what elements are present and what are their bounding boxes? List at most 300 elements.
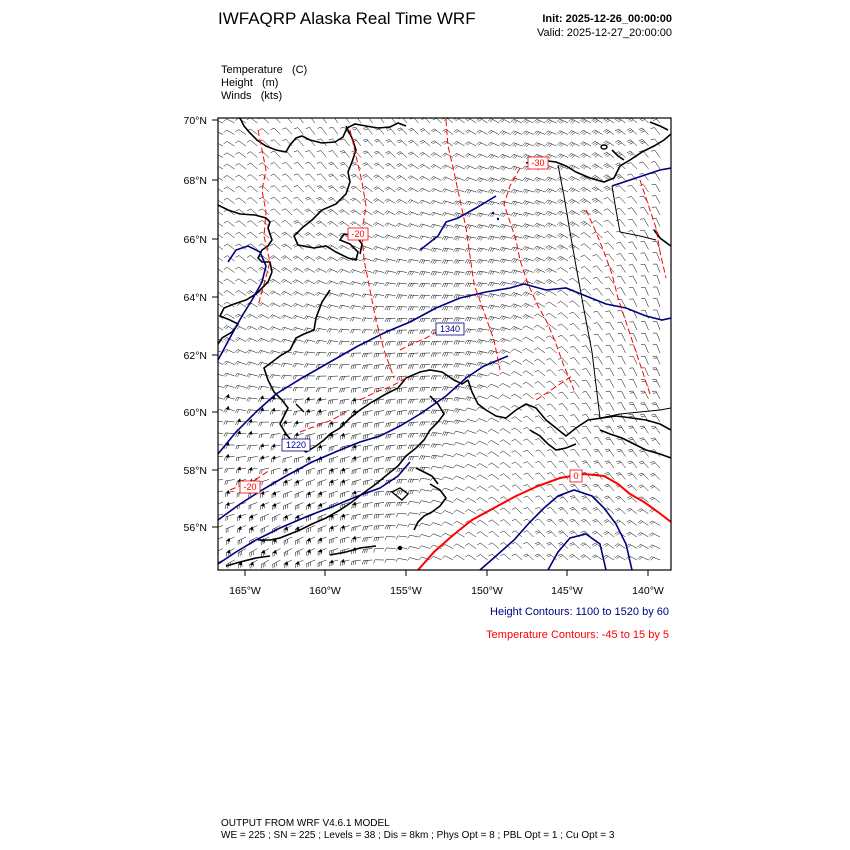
- wind-barb-flag: [454, 248, 456, 252]
- wind-barb-flag: [651, 510, 654, 512]
- wind-barb: [514, 131, 522, 135]
- wind-barb-flag: [593, 508, 597, 510]
- wind-barb: [319, 256, 327, 261]
- wind-barb: [375, 306, 384, 307]
- wind-barb-flag: [492, 294, 494, 297]
- wind-barb-flag: [500, 270, 502, 273]
- wind-barb-flag: [641, 119, 645, 121]
- wind-barb-flag: [272, 423, 273, 427]
- wind-barb-flag: [390, 446, 391, 450]
- wind-barb: [410, 200, 418, 204]
- wind-barb-flag: [607, 120, 610, 122]
- wind-barb-flag: [374, 492, 375, 496]
- wind-barb-flag: [412, 353, 413, 357]
- wind-barb-flag: [488, 373, 491, 376]
- wind-barb-flag: [412, 272, 414, 276]
- wind-barb: [621, 426, 626, 434]
- wind-barb-flag: [547, 427, 551, 428]
- wind-barb-flag: [570, 358, 574, 359]
- wind-barb-flag: [534, 325, 537, 327]
- wind-barb-flag: [594, 345, 598, 346]
- wind-barb-flag: [584, 132, 587, 135]
- wind-barb-flag: [526, 248, 529, 251]
- wind-barb: [502, 143, 510, 147]
- wind-barb-flag: [582, 391, 586, 392]
- wind-barb-pennant: [238, 526, 242, 530]
- wind-barb-flag: [282, 197, 286, 199]
- wind-barb-flag: [365, 423, 366, 427]
- wind-barb-flag: [546, 347, 550, 349]
- wind-barb: [550, 519, 556, 526]
- wind-barb-flag: [386, 200, 389, 203]
- wind-barb: [344, 162, 350, 169]
- wind-barb-flag: [627, 473, 631, 475]
- wind-barb-flag: [503, 294, 505, 297]
- wind-barb: [321, 151, 327, 158]
- wind-barb-flag: [465, 329, 467, 333]
- wind-barb: [644, 403, 648, 411]
- wind-barb-flag: [465, 498, 468, 501]
- wind-barb-flag: [526, 225, 529, 228]
- wind-barb: [562, 335, 569, 341]
- wind-barb-flag: [235, 361, 238, 364]
- wind-barb-flag: [260, 363, 262, 366]
- wind-barb-flag: [270, 351, 272, 354]
- wind-barb-flag: [352, 116, 356, 117]
- wind-barb-pennant: [352, 536, 356, 540]
- wind-barb-flag: [490, 155, 493, 158]
- wind-barb-flag: [536, 224, 539, 227]
- wind-barb: [227, 244, 234, 250]
- wind-barb-flag: [548, 532, 552, 534]
- wind-barb-flag: [547, 415, 551, 416]
- wind-barb-flag: [523, 348, 526, 350]
- wind-barb-flag: [569, 142, 572, 145]
- wind-barb: [272, 434, 281, 435]
- wind-barb-flag: [442, 341, 444, 345]
- wind-barb: [410, 399, 419, 400]
- wind-barb-flag: [524, 190, 527, 193]
- wind-barb-flag: [247, 422, 249, 426]
- wind-barb: [560, 154, 568, 158]
- wind-barb: [352, 376, 361, 377]
- wind-barb: [375, 365, 384, 366]
- wind-barb-flag: [363, 151, 367, 153]
- wind-barb-pennant: [284, 561, 288, 565]
- wind-barb: [527, 450, 533, 456]
- wind-barb-flag: [593, 311, 597, 312]
- wind-barb-flag: [420, 353, 421, 357]
- wind-barb-flag: [212, 421, 214, 424]
- wind-barb: [444, 387, 453, 388]
- wind-barb-flag: [467, 272, 469, 276]
- wind-barb-flag: [492, 329, 494, 332]
- wind-barb-flag: [500, 508, 504, 510]
- wind-barb: [618, 544, 626, 549]
- wind-barb-flag: [454, 521, 457, 524]
- wind-barb: [584, 199, 592, 204]
- wind-barb-flag: [387, 129, 391, 130]
- wind-barb-flag: [559, 472, 563, 473]
- wind-barb: [421, 283, 430, 284]
- wind-barb-flag: [535, 519, 539, 521]
- wind-barb-flag: [385, 306, 387, 310]
- wind-barb-flag: [398, 212, 401, 215]
- wind-barb: [445, 499, 453, 502]
- wind-barb: [561, 324, 568, 330]
- wind-barb-flag: [467, 260, 469, 264]
- wind-barb-flag: [559, 120, 562, 123]
- wind-barb-flag: [424, 422, 426, 426]
- wind-barb-flag: [409, 201, 412, 204]
- wind-barb-flag: [281, 303, 284, 306]
- wind-barb-flag: [545, 154, 548, 157]
- wind-barb-flag: [352, 516, 353, 520]
- wind-barb: [573, 554, 580, 560]
- wind-barb: [644, 391, 648, 399]
- wind-barb-flag: [515, 225, 517, 228]
- wind-barb: [551, 438, 557, 445]
- wind-barb-flag: [605, 521, 609, 523]
- wind-barb-flag: [400, 295, 402, 299]
- wind-barb-flag: [271, 327, 274, 330]
- wind-barb-flag: [223, 373, 226, 376]
- wind-barb-flag: [480, 386, 483, 389]
- wind-barb-flag: [378, 446, 379, 450]
- wind-barb: [551, 404, 557, 411]
- wind-barb-flag: [306, 269, 309, 272]
- wind-barb-flag: [453, 442, 456, 445]
- wind-barb-flag: [557, 279, 560, 281]
- wind-barb: [573, 519, 579, 526]
- wind-barb: [609, 461, 614, 468]
- wind-barb-flag: [442, 477, 445, 480]
- wind-barb-flag: [340, 174, 344, 176]
- wind-barb: [538, 554, 545, 560]
- wind-barb-flag: [500, 236, 502, 239]
- wind-barb-flag: [283, 257, 286, 259]
- wind-barb-flag: [433, 283, 435, 287]
- wind-barbs: [212, 116, 660, 569]
- wind-barb-flag: [558, 531, 562, 533]
- wind-barb-flag: [444, 154, 447, 157]
- wind-barb: [320, 197, 327, 203]
- wind-barb-flag: [235, 397, 237, 400]
- wind-barb-flag: [212, 314, 215, 317]
- wind-barb-flag: [363, 458, 364, 462]
- wind-barb-flag: [503, 237, 505, 240]
- wind-barb-flag: [499, 178, 502, 181]
- wind-barb-flag: [535, 438, 539, 440]
- wind-barb-flag: [488, 259, 490, 262]
- wind-barb-flag: [283, 363, 285, 367]
- wind-barb-flag: [617, 299, 621, 300]
- wind-barb-flag: [465, 532, 468, 534]
- wind-barb: [367, 139, 373, 146]
- wind-barb-flag: [592, 519, 596, 521]
- wind-barb-flag: [356, 527, 357, 531]
- wind-barb-flag: [538, 225, 541, 228]
- wind-barb-flag: [224, 119, 227, 122]
- wind-barb-flag: [422, 342, 423, 346]
- temp-label-minus20b: -20: [243, 482, 257, 492]
- wind-barb: [641, 532, 649, 537]
- wind-barb-flag: [412, 434, 413, 438]
- wind-barb-flag: [410, 330, 411, 334]
- wind-barb-flag: [330, 365, 331, 369]
- wind-barb-flag: [271, 140, 275, 142]
- wind-barb-flag: [271, 447, 272, 451]
- wind-barb-flag: [412, 468, 414, 472]
- wind-barb-flag: [214, 338, 217, 341]
- wind-barb-flag: [580, 199, 583, 201]
- wind-barb-flag: [386, 365, 387, 369]
- wind-barb-flag: [616, 496, 620, 498]
- wind-barb-flag: [270, 232, 274, 234]
- wind-barb-flag: [259, 422, 260, 426]
- wind-barb-flag: [479, 340, 481, 343]
- wind-barb-flag: [408, 479, 410, 483]
- wind-barb-flag: [465, 317, 467, 321]
- wind-barb-flag: [367, 469, 368, 473]
- wind-barb-flag: [501, 248, 503, 251]
- wind-barb: [263, 186, 270, 192]
- wind-barb: [633, 299, 637, 307]
- wind-barb-flag: [355, 388, 356, 392]
- wind-barb: [354, 186, 361, 192]
- wind-barb-flag: [431, 283, 433, 287]
- wind-barb: [343, 198, 350, 204]
- wind-barb-flag: [327, 281, 330, 284]
- wind-barb-flag: [524, 224, 527, 227]
- wind-barb: [457, 521, 465, 525]
- wind-barb-flag: [376, 537, 377, 541]
- wind-barb-flag: [409, 189, 412, 192]
- wind-barb: [492, 474, 499, 479]
- wind-barb-flag: [617, 265, 621, 266]
- wind-barb-flag: [628, 498, 632, 500]
- wind-barb: [344, 151, 350, 158]
- wind-barb: [561, 290, 568, 295]
- wind-barb: [468, 430, 477, 433]
- wind-barb-flag: [511, 213, 513, 216]
- wind-barb-flag: [639, 449, 643, 450]
- wind-barb: [263, 174, 270, 180]
- wind-barb-flag: [477, 283, 479, 286]
- wind-barb: [641, 509, 648, 514]
- wind-barb-flag: [399, 318, 401, 322]
- wind-barb-flag: [546, 257, 549, 260]
- wind-barb-flag: [435, 260, 437, 264]
- wind-barb: [574, 392, 579, 399]
- wind-barb-flag: [367, 526, 368, 530]
- wind-barb: [227, 153, 235, 158]
- wind-barb-flag: [561, 258, 564, 260]
- wind-barb: [226, 433, 235, 434]
- wind-barb-flag: [378, 423, 379, 427]
- wind-barb-flag: [538, 190, 541, 193]
- wind-barb-flag: [375, 116, 379, 117]
- wind-barb-flag: [419, 512, 421, 515]
- wind-barb-flag: [500, 497, 504, 499]
- wind-barb: [329, 376, 338, 377]
- wind-barb: [456, 476, 464, 479]
- wind-barb: [342, 221, 349, 226]
- wind-barb-flag: [628, 449, 632, 450]
- wind-barb: [479, 154, 487, 158]
- wind-barb-flag: [367, 458, 368, 462]
- wind-barb-flag: [605, 544, 608, 546]
- wind-barb-flag: [247, 279, 250, 281]
- wind-barb-flag: [353, 129, 357, 130]
- wind-barb-flag: [352, 199, 355, 201]
- wind-barb: [341, 457, 350, 460]
- wind-barb-flag: [339, 341, 341, 345]
- wind-barb-flag: [387, 503, 388, 507]
- wind-barb-flag: [584, 224, 587, 226]
- wind-barb-flag: [376, 141, 380, 142]
- wind-barb: [457, 555, 465, 560]
- wind-barb: [421, 295, 430, 296]
- wind-barb: [527, 531, 533, 537]
- wind-barb-flag: [273, 553, 274, 557]
- wind-barb-flag: [512, 473, 516, 475]
- wind-barb-flag: [557, 268, 560, 270]
- wind-barb: [284, 549, 292, 553]
- wind-barb-flag: [431, 478, 433, 481]
- wind-barb-flag: [524, 236, 527, 239]
- wind-barb-flag: [592, 164, 595, 166]
- wind-barb: [387, 548, 396, 549]
- wind-barb-pennant: [260, 395, 264, 399]
- wind-barb-flag: [628, 438, 632, 439]
- wind-barb: [286, 186, 292, 193]
- wind-barb-flag: [500, 520, 504, 522]
- wind-barb-flag: [581, 255, 585, 257]
- wind-barb: [515, 554, 522, 560]
- wind-barb-flag: [365, 389, 366, 393]
- wind-barb-flag: [490, 143, 493, 146]
- wind-barb-flag: [246, 362, 249, 365]
- wind-barb-flag: [376, 458, 377, 462]
- wind-barb-flag: [397, 434, 398, 438]
- wind-barb-flag: [431, 353, 432, 357]
- wind-barb-flag: [604, 484, 608, 485]
- wind-barb-flag: [214, 385, 217, 388]
- wind-barb-flag: [363, 271, 366, 274]
- wind-barb-flag: [396, 271, 398, 274]
- wind-barb-flag: [433, 295, 435, 299]
- wind-barb-flag: [419, 200, 422, 203]
- wind-barb: [445, 153, 453, 158]
- wind-barb: [284, 503, 292, 507]
- wind-barb-flag: [561, 201, 564, 204]
- wind-barb: [285, 220, 292, 226]
- wind-barb: [503, 451, 510, 456]
- wind-barb-flag: [258, 279, 261, 281]
- wind-barb-flag: [399, 354, 400, 358]
- wind-barb-flag: [617, 311, 621, 312]
- wind-barb-flag: [373, 246, 376, 249]
- wind-barb-flag: [604, 220, 608, 222]
- wind-barb-flag: [582, 414, 586, 415]
- wind-barb-flag: [583, 497, 587, 498]
- wind-barb: [457, 533, 465, 538]
- wind-barb-flag: [557, 234, 560, 237]
- wind-barb-flag: [465, 340, 467, 343]
- wind-barb-flag: [365, 458, 366, 462]
- wind-barb-flag: [503, 351, 506, 354]
- wind-barb: [469, 543, 476, 548]
- wind-barb-flag: [593, 277, 597, 278]
- wind-barb-flag: [352, 187, 356, 189]
- wind-barb-flag: [260, 327, 263, 330]
- wind-barb: [377, 187, 384, 192]
- wind-barb-flag: [327, 257, 330, 260]
- wind-barb-flag: [569, 154, 572, 157]
- wind-barb-flag: [477, 362, 479, 365]
- wind-barb-flag: [332, 400, 333, 404]
- wind-barb-flag: [317, 293, 320, 296]
- wind-barb-flag: [292, 327, 295, 330]
- wind-barb-flag: [410, 130, 414, 132]
- wind-barb: [642, 485, 649, 491]
- wind-barb-flag: [431, 248, 433, 251]
- wind-barb-flag: [488, 440, 491, 443]
- wind-barb-flag: [260, 315, 263, 318]
- wind-barb-flag: [378, 503, 379, 507]
- wind-barb-flag: [444, 295, 446, 299]
- wind-barb-flag: [467, 318, 469, 322]
- wind-barb: [215, 361, 223, 365]
- wind-barb-flag: [214, 445, 216, 449]
- wind-barb: [298, 174, 304, 181]
- wind-barb-flag: [545, 200, 548, 203]
- wind-barb-flag: [467, 283, 469, 287]
- wind-barb-flag: [640, 463, 644, 464]
- wind-barb-pennant: [226, 550, 230, 554]
- wind-barb: [480, 118, 488, 123]
- wind-barb-flag: [408, 271, 410, 275]
- wind-barb: [598, 334, 603, 342]
- wind-barb-flag: [500, 372, 503, 375]
- wind-barb-flag: [604, 520, 608, 522]
- wind-barb: [446, 141, 454, 146]
- wind-barb-flag: [224, 233, 227, 235]
- wind-barb-flag: [295, 364, 297, 368]
- wind-barb-flag: [315, 292, 318, 295]
- wind-barb-flag: [513, 155, 516, 158]
- wind-barb-flag: [444, 410, 446, 414]
- wind-barb-flag: [515, 179, 518, 182]
- wind-barb: [656, 207, 660, 215]
- wind-barb: [297, 209, 304, 215]
- wind-barb-flag: [282, 139, 286, 140]
- wind-barb: [387, 376, 396, 377]
- wind-barb-flag: [534, 314, 537, 317]
- wind-barb-flag: [546, 358, 550, 360]
- height-label-1220: 1220: [285, 440, 307, 450]
- wind-barb-flag: [247, 386, 249, 389]
- wind-barb: [622, 334, 626, 342]
- wind-barb-flag: [259, 174, 263, 176]
- wind-barb-flag: [341, 377, 342, 381]
- wind-barb-flag: [387, 307, 389, 311]
- wind-barb-flag: [401, 318, 403, 322]
- wind-barb: [527, 473, 533, 480]
- wind-barb: [526, 360, 534, 365]
- wind-barb: [364, 526, 373, 527]
